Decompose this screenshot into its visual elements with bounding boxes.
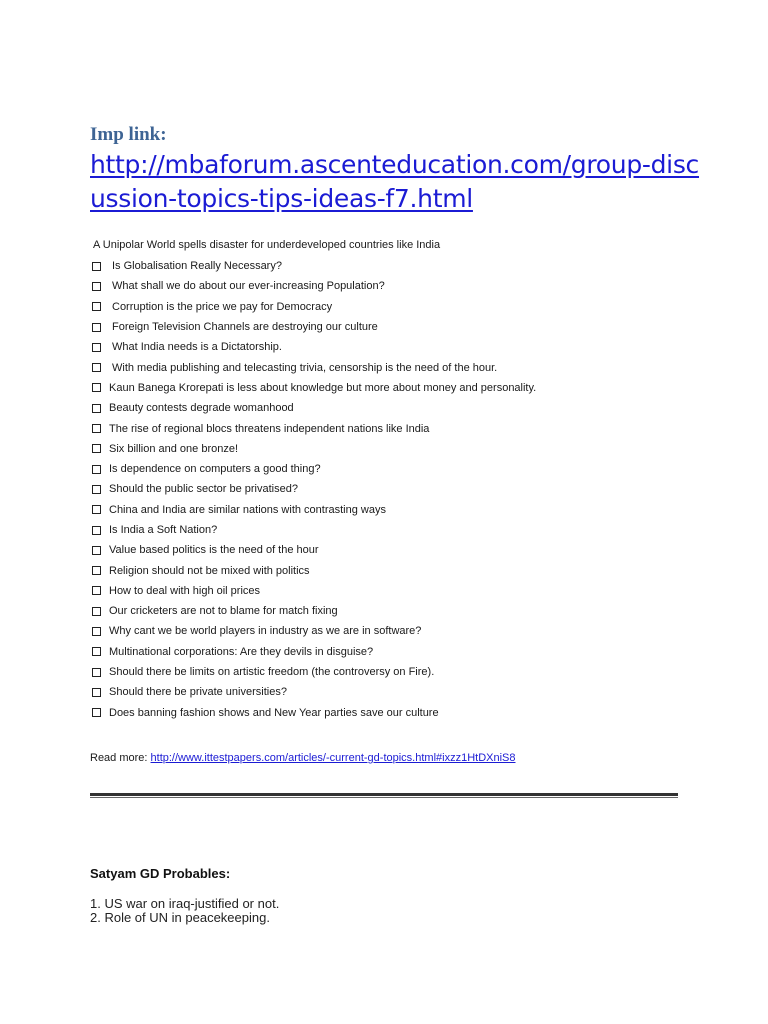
topic-text: Multinational corporations: Are they devils in disguise? (109, 645, 374, 658)
topic-item (92, 703, 536, 723)
checkbox-bullet-icon (92, 607, 101, 616)
topic-text: Foreign Television Channels are destroying our culture (112, 321, 378, 334)
topic-item (92, 256, 536, 276)
topic-item (92, 662, 536, 682)
checkbox-bullet-icon (92, 688, 101, 697)
topic-item (92, 398, 536, 418)
checkbox-bullet-icon (92, 505, 101, 514)
topic-item (92, 357, 536, 377)
checkbox-bullet-icon (92, 302, 101, 311)
topic-item (92, 560, 536, 580)
topic-item (92, 520, 536, 540)
satyam-item-2: 2. Role of UN in peacekeeping. (90, 910, 270, 925)
satyam-heading: Satyam GD Probables: (90, 866, 231, 881)
checkbox-bullet-icon (92, 526, 101, 535)
checkbox-bullet-icon (92, 383, 101, 392)
topic-text: Beauty contests degrade womanhood (109, 402, 294, 415)
read-more (90, 752, 516, 764)
checkbox-bullet-icon (92, 343, 101, 352)
topic-text: Why cant we be world players in industry as we are in software? (109, 625, 422, 638)
checkbox-bullet-icon (92, 668, 101, 677)
topic-text: The rise of regional blocs threatens independent nations like India (109, 422, 430, 435)
topic-text: Is dependence on computers a good thing? (109, 463, 321, 476)
topic-text: Religion should not be mixed with politics (109, 564, 310, 577)
topic-text: What shall we do about our ever-increasing Population? (112, 280, 385, 293)
topic-text: Corruption is the price we pay for Democracy (112, 300, 333, 313)
topic-text: Value based politics is the need of the hour (109, 544, 319, 557)
topic-text: Is Globalisation Really Necessary? (112, 260, 282, 273)
checkbox-bullet-icon (92, 465, 101, 474)
topic-item (92, 337, 536, 357)
topic-item (92, 479, 536, 499)
topic-item (92, 276, 536, 296)
checkbox-bullet-icon (92, 363, 101, 372)
topic-item (92, 418, 536, 438)
imp-link-heading: Imp link: (90, 124, 167, 145)
checkbox-bullet-icon (92, 627, 101, 636)
checkbox-bullet-icon (92, 546, 101, 555)
topic-item (92, 297, 536, 317)
topic-item (92, 540, 536, 560)
topic-item (92, 621, 536, 641)
topic-text: Six billion and one bronze! (109, 442, 239, 455)
topic-item (92, 601, 536, 621)
horizontal-rule (90, 793, 678, 796)
topic-text: With media publishing and telecasting trivia, censorship is the need of the hour. (112, 361, 498, 374)
checkbox-bullet-icon (92, 404, 101, 413)
topic-text: What India needs is a Dictatorship. (112, 341, 282, 354)
topic-text: Our cricketers are not to blame for match fixing (109, 605, 338, 618)
topic-list (92, 256, 536, 723)
checkbox-bullet-icon (92, 586, 101, 595)
intro-text: A Unipolar World spells disaster for underdeveloped countries like India (93, 239, 441, 251)
topic-item (92, 500, 536, 520)
satyam-list (90, 897, 279, 925)
topic-item (92, 317, 536, 337)
read-more-label: Read more: (90, 752, 151, 764)
satyam-item-1: 1. US war on iraq-justified or not. (90, 896, 280, 911)
topic-item (92, 439, 536, 459)
topic-item (92, 581, 536, 601)
read-more-link[interactable]: http://www.ittestpapers.com/articles/-current-gd-topics.html#ixzz1HtDXniS8 (150, 752, 516, 764)
checkbox-bullet-icon (92, 566, 101, 575)
topic-item (92, 459, 536, 479)
topic-text: Kaun Banega Krorepati is less about knowledge but more about money and personality. (109, 381, 537, 394)
topic-text: Should there be private universities? (109, 686, 287, 699)
topic-item (92, 682, 536, 702)
checkbox-bullet-icon (92, 647, 101, 656)
checkbox-bullet-icon (92, 485, 101, 494)
checkbox-bullet-icon (92, 708, 101, 717)
topic-text: Is India a Soft Nation? (109, 524, 218, 536)
checkbox-bullet-icon (92, 323, 101, 332)
topic-text: Should there be limits on artistic freedom (the controversy on Fire). (109, 666, 435, 679)
checkbox-bullet-icon (92, 282, 101, 291)
checkbox-bullet-icon (92, 262, 101, 271)
topic-text: Should the public sector be privatised? (109, 483, 298, 496)
topic-text: Does banning fashion shows and New Year parties save our culture (109, 706, 439, 719)
topic-text: China and India are similar nations with contrasting ways (109, 503, 386, 516)
topic-item (92, 642, 536, 662)
topic-text: How to deal with high oil prices (109, 584, 261, 597)
checkbox-bullet-icon (92, 424, 101, 433)
main-link[interactable]: http://mbaforum.ascenteducation.com/group-discussion-topics-tips-ideas-f7.html (90, 150, 699, 213)
topic-item (92, 378, 536, 398)
checkbox-bullet-icon (92, 444, 101, 453)
horizontal-rule-thin (90, 797, 678, 798)
